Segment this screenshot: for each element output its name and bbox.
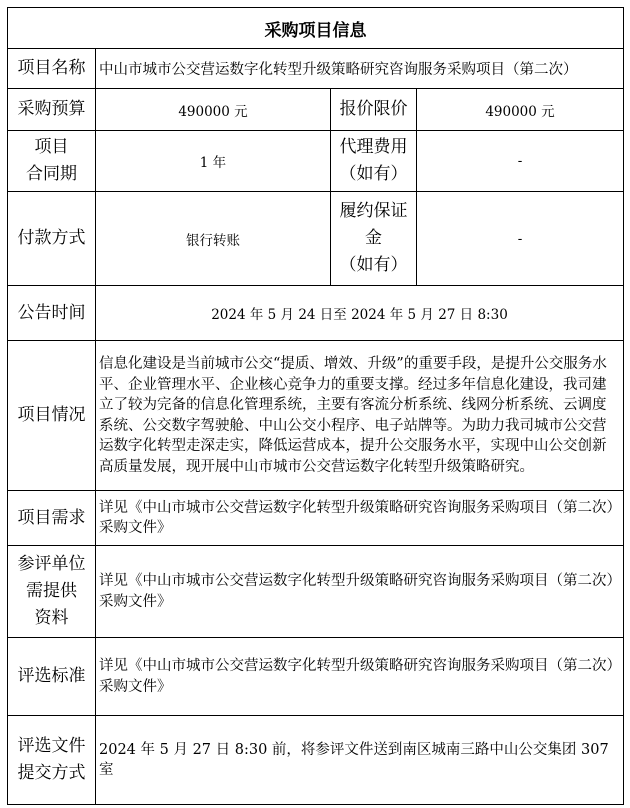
contract-period-label-line2: 合同期 [26, 164, 77, 184]
materials-label-line2: 需提供 [26, 581, 77, 601]
budget-value: 490000 元 [96, 89, 331, 131]
project-demand-value: 详见《中山市城市公交营运数字化转型升级策略研究咨询服务采购项目（第二次）采购文件》 [96, 491, 624, 546]
table-title: 采购项目信息 [8, 8, 624, 49]
project-situation-label: 项目情况 [8, 341, 96, 491]
price-limit-label: 报价限价 [331, 89, 417, 131]
submission-label [8, 716, 96, 805]
agency-fee-label-line2: （如有） [339, 164, 408, 184]
criteria-label: 评选标准 [8, 638, 96, 716]
materials-label [8, 546, 96, 638]
payment-value: 银行转账 [96, 192, 331, 286]
project-demand-label: 项目需求 [8, 491, 96, 546]
contract-period-label [8, 131, 96, 192]
submission-value: 2024 年 5 月 27 日 8:30 前，将参评文件送到南区城南三路中山公交集团 307 室 [96, 716, 624, 805]
price-limit-value: 490000 元 [417, 89, 624, 131]
agency-fee-label [331, 131, 417, 192]
performance-bond-label [331, 192, 417, 286]
performance-bond-label-line3: （如有） [339, 255, 408, 275]
project-name-label: 项目名称 [8, 49, 96, 89]
payment-label: 付款方式 [8, 192, 96, 286]
budget-label: 采购预算 [8, 89, 96, 131]
procurement-info-table [7, 7, 624, 805]
performance-bond-label-line2: 金 [365, 228, 382, 248]
submission-label-line2: 提交方式 [17, 763, 86, 783]
contract-period-value: 1 年 [96, 131, 331, 192]
performance-bond-label-line1: 履约保证 [339, 201, 408, 221]
agency-fee-label-line1: 代理费用 [339, 137, 408, 157]
performance-bond-value: - [417, 192, 624, 286]
criteria-value: 详见《中山市城市公交营运数字化转型升级策略研究咨询服务采购项目（第二次）采购文件》 [96, 638, 624, 716]
materials-value: 详见《中山市城市公交营运数字化转型升级策略研究咨询服务采购项目（第二次）采购文件》 [96, 546, 624, 638]
submission-label-line1: 评选文件 [17, 736, 86, 756]
contract-period-label-line1: 项目 [34, 137, 69, 157]
project-name-value: 中山市城市公交营运数字化转型升级策略研究咨询服务采购项目（第二次） [96, 49, 624, 89]
agency-fee-value: - [417, 131, 624, 192]
announce-time-label: 公告时间 [8, 286, 96, 341]
materials-label-line1: 参评单位 [17, 554, 86, 574]
project-situation-value: 信息化建设是当前城市公交“提质、增效、升级”的重要手段，是提升公交服务水平、企业管理水平、企业核心竞争力的重要支撑。经过多年信息化建设，我司建立了较为完备的信息化管理系统，主要有客流分析系统、线网分析系统、云调度系统、公交数字驾驶舱、中山公交小程序、电子站牌等。为助力我司城市公交营运数字化转型走深走实，降低运营成本，提升公交服务水平，实现中山公交创新高质量发展，现开展中山市城市公交营运数字化转型升级策略研究。 [96, 341, 624, 491]
announce-time-value: 2024 年 5 月 24 日至 2024 年 5 月 27 日 8:30 [96, 286, 624, 341]
materials-label-line3: 资料 [34, 608, 69, 628]
